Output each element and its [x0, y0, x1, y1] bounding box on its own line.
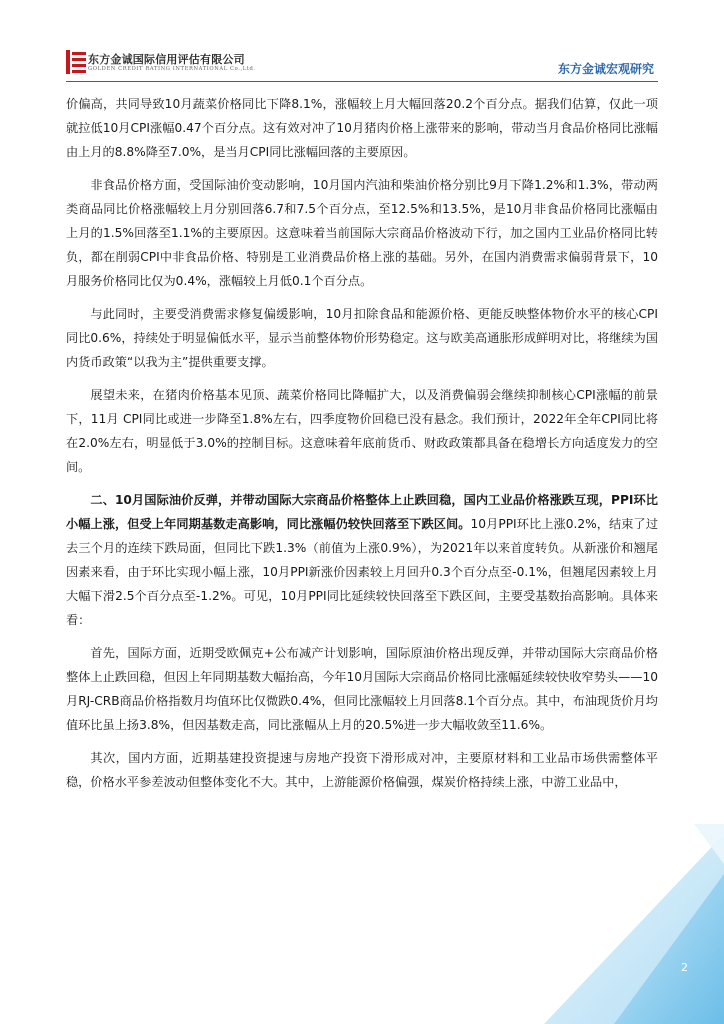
document-body — [66, 92, 658, 803]
section-title: 东方金诚宏观研究 — [557, 62, 654, 76]
company-logo-icon — [66, 50, 86, 74]
paragraph-6: 首先，国际方面，近期受欧佩克+公布减产计划影响，国际原油价格出现反弹，并带动国际大宗商品价格整体上止跌回稳，但因上年同期基数大幅抬高，今年10月国际大宗商品价格同比涨幅延续较快收窄势头——10月RJ-CRB商品价格指数月均值环比仅微跌0.4%，但同比涨幅较上月回落8.1个百分点。其中，布油现货价月均值环比虽上扬3.8%，但因基数走高，同比涨幅从上月的20.5%进一步大幅收敛至11.6%。 — [66, 646, 658, 732]
section-heading-2: 二、10月国际油价反弹，并带动国际大宗商品价格整体上止跌回稳，国内工业品价格涨跌互现，PPI环比小幅上涨，但受上年同期基数走高影响，同比涨幅仍较快回落至下跌区间。 — [66, 493, 658, 531]
paragraph-3: 与此同时，主要受消费需求修复偏缓影响，10月扣除食品和能源价格、更能反映整体物价水平的核心CPI同比0.6%，持续处于明显偏低水平，显示当前整体物价形势稳定。这与欧美高通胀形成鲜明对比，将继续为国内货币政策“以我为主”提供重要支撑。 — [66, 307, 658, 369]
paragraph-1: 价偏高，共同导致10月蔬菜价格同比下降8.1%，涨幅较上月大幅回落20.2个百分点。据我们估算，仅此一项就拉低10月CPI涨幅0.47个百分点。这有效对冲了10月猪肉价格上涨带来的影响，带动当月食品价格同比涨幅由上月的8.8%降至7.0%，是当月CPI同比涨幅回落的主要原因。 — [66, 97, 658, 159]
paragraph-2: 非食品价格方面，受国际油价变动影响，10月国内汽油和柴油价格分别比9月下降1.2%和1.3%，带动两类商品同比价格涨幅较上月分别回落6.7和7.5个百分点，至12.5%和13.5%，是10月非食品价格同比涨幅由上月的1.5%回落至1.1%的主要原因。这意味着当前国际大宗商品价格波动下行，加之国内工业品价格同比转负，都在削弱CPI中非食品价格、特别是工业消费品价格上涨的基础。另外，在国内消费需求偏弱背景下，10月服务价格同比仅为0.4%，涨幅较上月低0.1个百分点。 — [66, 178, 658, 288]
paragraph-7: 其次，国内方面，近期基建投资提速与房地产投资下滑形成对冲，主要原材料和工业品市场供需整体平稳，价格水平参差波动但整体变化不大。其中，上游能源价格偏强，煤炭价格持续上涨，中游工业品中， — [66, 751, 658, 789]
page-number: 2 — [681, 961, 688, 974]
page-header — [0, 0, 724, 82]
paragraph-5 — [66, 488, 658, 632]
corner-decoration — [464, 824, 724, 1024]
paragraph-5-text: 10月PPI环比上涨0.2%，结束了过去三个月的连续下跌局面，但同比下跌1.3%（前值为上涨0.9%），为2021年以来首度转负。从新涨价和翘尾因素来看，由于环比实现小幅上涨，10月PPI新涨价因素较上月回升0.3个百分点至-0.1%，但翘尾因素较上月大幅下滑2.5个百分点至-1.2%。可见，10月PPI同比延续较快回落至下跌区间，主要受基数抬高影响。具体来看： — [66, 517, 659, 627]
company-name-cn: 东方金诚国际信用评估有限公司 — [88, 53, 245, 66]
paragraph-4: 展望未来，在猪肉价格基本见顶、蔬菜价格同比降幅扩大，以及消费偏弱会继续抑制核心CPI涨幅的前景下，11月 CPI同比或进一步降至1.8%左右，四季度物价回稳已没有悬念。我们预计，2022年全年CPI同比将在2.0%左右，明显低于3.0%的控制目标。这意味着年底前货币、财政政策都具备在稳增长方向适度发力的空间。 — [66, 388, 658, 474]
header-divider — [66, 81, 658, 82]
company-name-en: GOLDEN CREDIT RATING INTERNATIONAL Co.,Ltd. — [88, 66, 256, 72]
